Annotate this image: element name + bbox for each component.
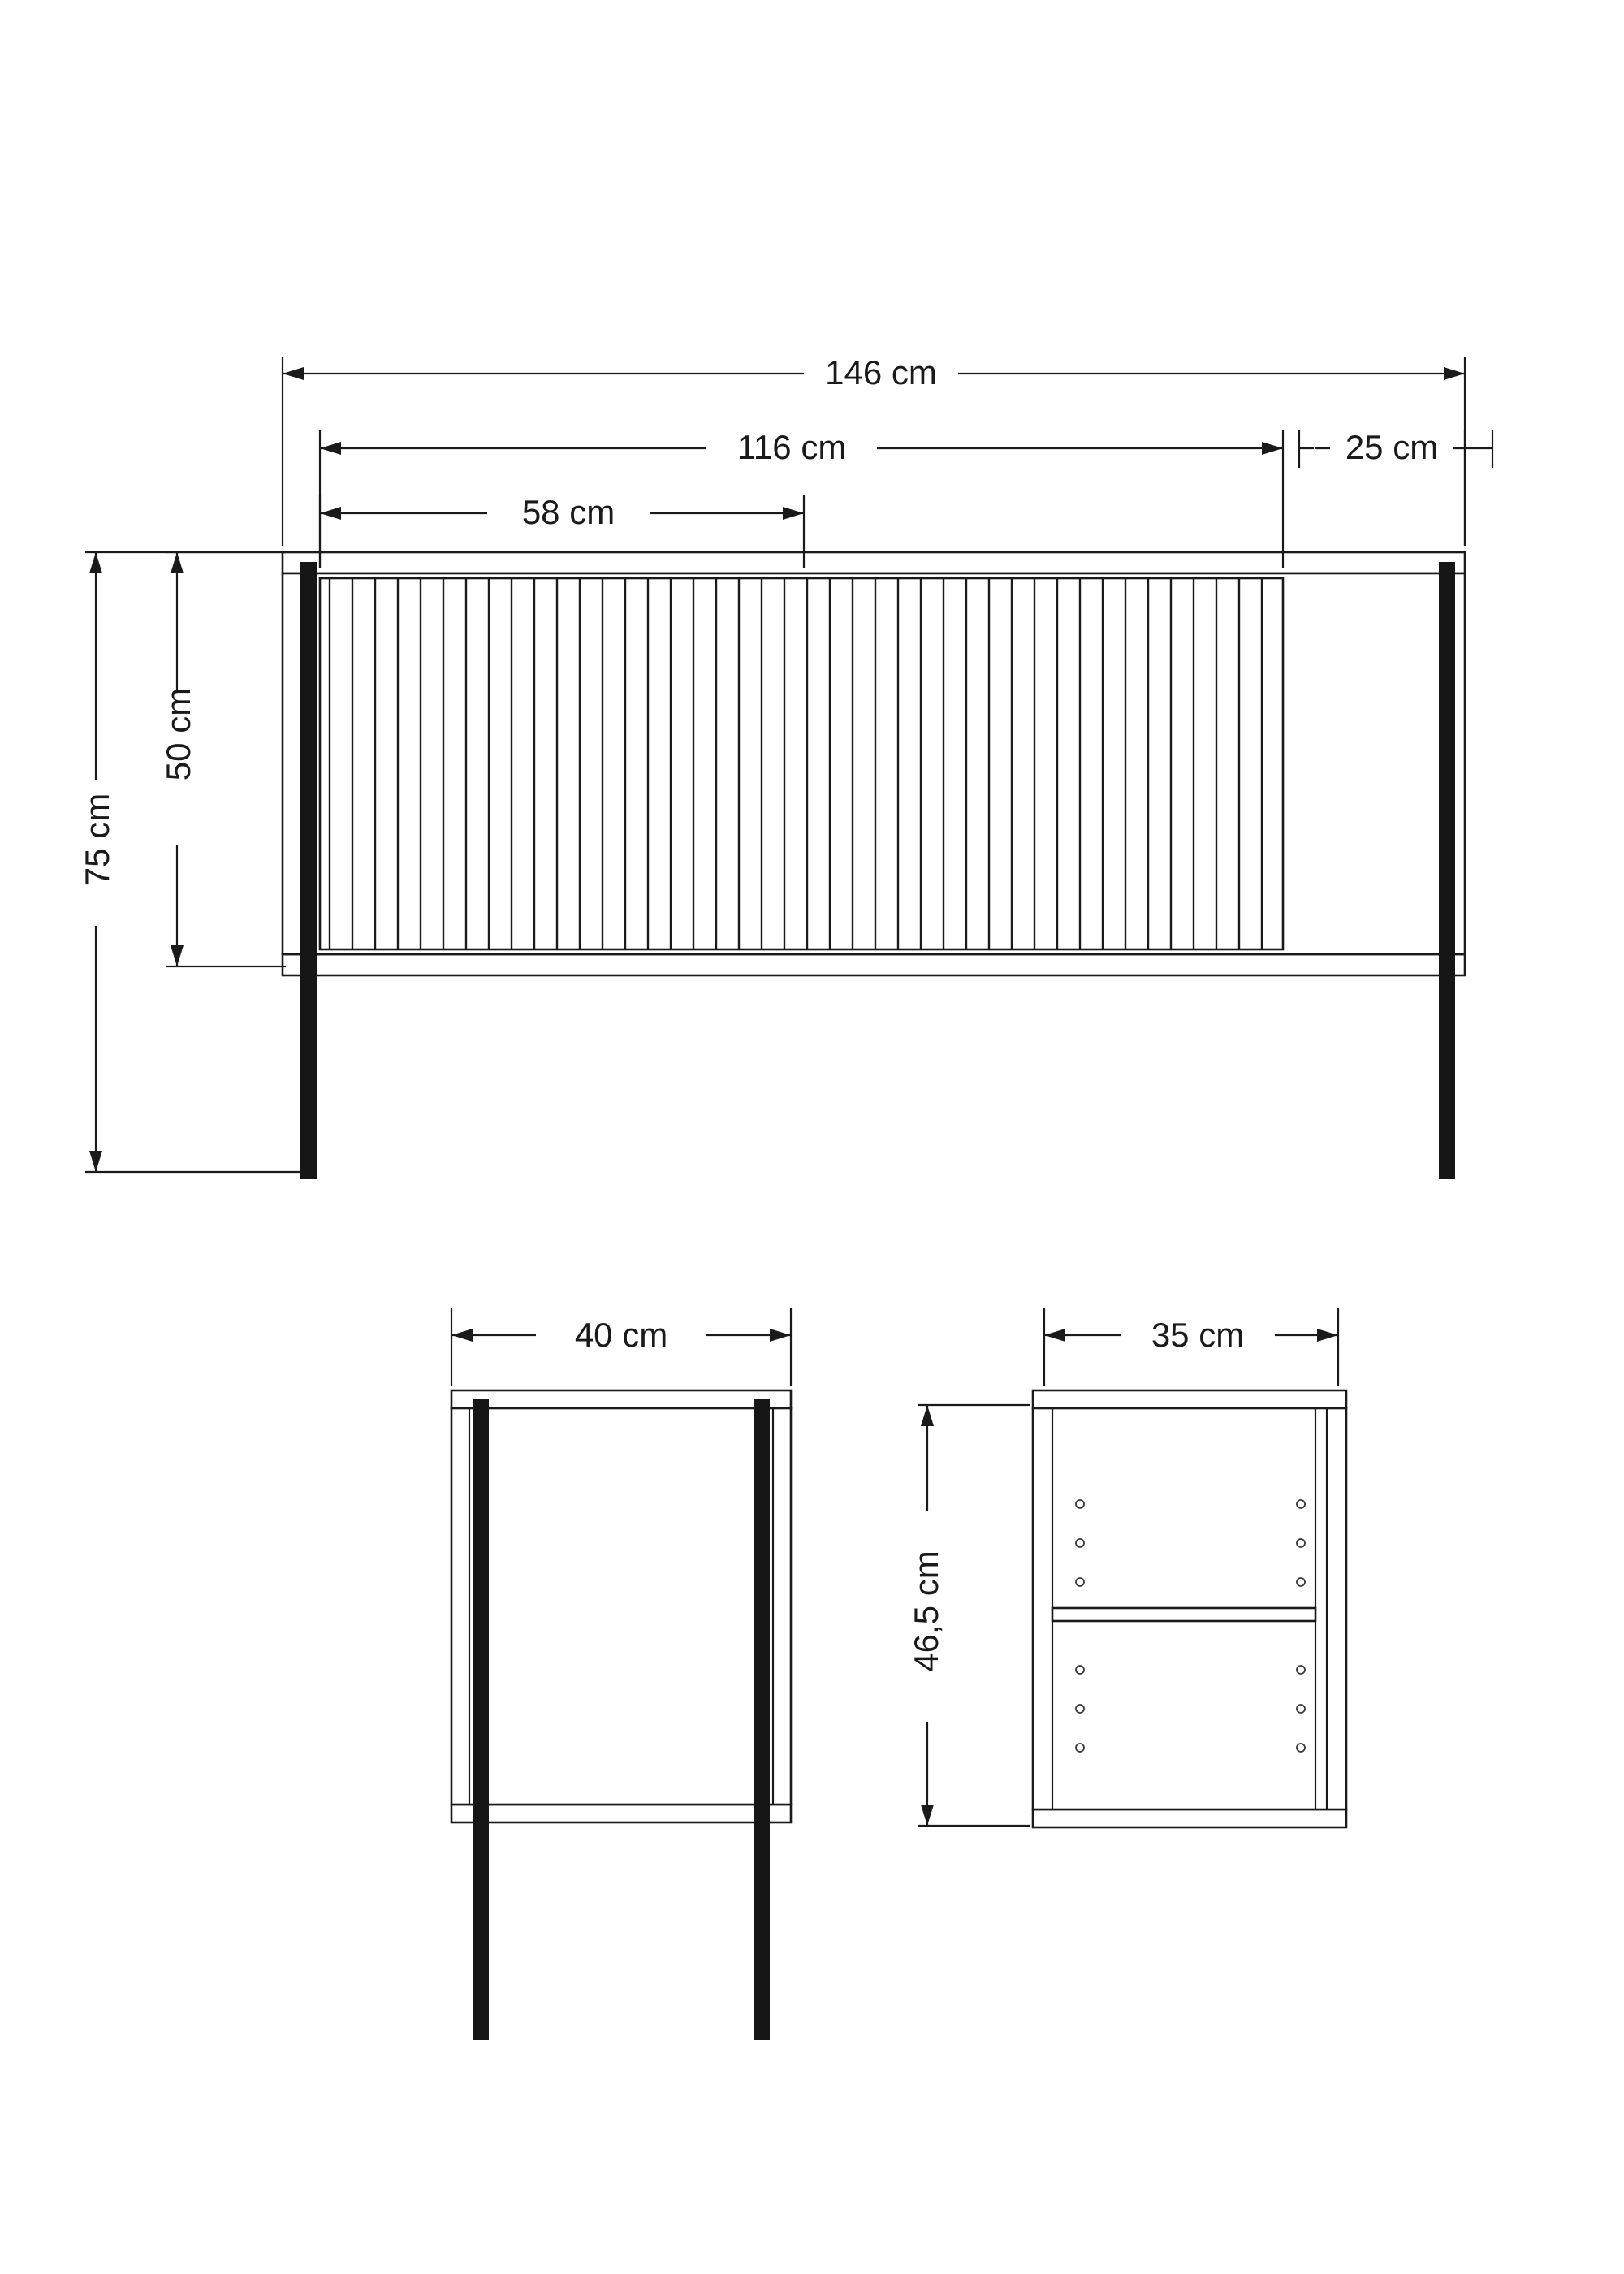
dim-label-465: 46,5 cm	[907, 1550, 945, 1672]
dim-label-35: 35 cm	[1151, 1316, 1245, 1354]
dim-label-25: 25 cm	[1345, 428, 1439, 466]
dim-label-116: 116 cm	[736, 428, 847, 466]
front-view-group	[85, 357, 1492, 1179]
front-left-leg	[300, 562, 317, 1179]
dim-label-58: 58 cm	[521, 493, 615, 531]
dim-label-146: 146 cm	[825, 353, 937, 391]
section-top-board	[1033, 1390, 1346, 1408]
side-top-board	[451, 1390, 791, 1408]
side-left-leg	[473, 1399, 489, 2040]
dim-label-75: 75 cm	[78, 793, 116, 887]
front-right-leg	[1439, 562, 1455, 1179]
section-bottom-board	[1033, 1809, 1346, 1827]
section-middle-shelf	[1052, 1608, 1315, 1621]
side-bottom-board	[451, 1805, 791, 1822]
side-view-group	[451, 1308, 791, 2040]
front-slat-panel	[320, 578, 1283, 949]
dim-label-50: 50 cm	[159, 687, 197, 781]
front-top-board	[283, 552, 1465, 573]
side-body	[451, 1408, 791, 1805]
side-right-leg	[754, 1399, 770, 2040]
section-view-group	[918, 1308, 1346, 1827]
front-bottom-board	[283, 954, 1465, 975]
dim-label-40: 40 cm	[574, 1316, 668, 1354]
